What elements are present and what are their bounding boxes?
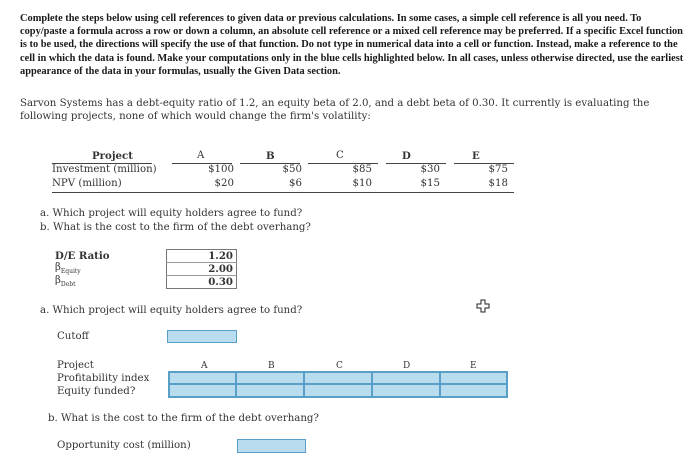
pi-cell-e[interactable] [440, 372, 507, 384]
investment-a: $100 [208, 164, 234, 175]
col-header-a: A [197, 150, 205, 161]
npv-d: $15 [420, 178, 440, 189]
part-a-col-a: A [201, 361, 208, 371]
col-header-b: B [266, 150, 275, 162]
funded-cell-d[interactable] [372, 384, 440, 397]
cutoff-label: Cutoff [57, 331, 89, 342]
funded-cell-b[interactable] [236, 384, 304, 397]
col-header-d: D [402, 150, 411, 162]
funded-cell-c[interactable] [304, 384, 372, 397]
part-a-col-e: E [470, 361, 477, 371]
opportunity-cost-input-cell[interactable] [237, 439, 306, 453]
move-cursor-icon [476, 298, 490, 312]
project-label: Project [57, 360, 94, 371]
funded-cell-a[interactable] [169, 384, 236, 397]
part-a-col-c: C [336, 361, 343, 371]
beta-debt-value[interactable]: 0.30 [208, 276, 233, 288]
part-a-col-b: B [268, 361, 275, 371]
profitability-index-label: Profitability index [57, 373, 150, 384]
cutoff-input-cell[interactable] [167, 330, 237, 343]
pi-cell-d[interactable] [372, 372, 440, 384]
question-a: a. Which project will equity holders agree to fund? [40, 208, 303, 219]
part-b-question: b. What is the cost to the firm of the debt overhang? [48, 413, 319, 424]
project-header: Project [92, 150, 133, 162]
npv-b: $6 [289, 178, 302, 189]
problem-intro: Sarvon Systems has a debt-equity ratio of 1.2, an equity beta of 2.0, and a debt beta of 0.30. It currently is evaluating the following projects, none of which would change the firm's volatility: [20, 98, 650, 122]
question-b: b. What is the cost to the firm of the debt overhang? [40, 222, 311, 233]
de-ratio-value[interactable]: 1.20 [208, 250, 233, 262]
col-header-e: E [472, 150, 480, 162]
pi-cell-c[interactable] [304, 372, 372, 384]
equity-funded-label: Equity funded? [57, 386, 136, 397]
part-a-col-d: D [403, 361, 411, 371]
investment-b: $50 [282, 164, 302, 175]
opportunity-cost-label: Opportunity cost (million) [57, 440, 191, 451]
de-ratio-label: D/E Ratio [55, 250, 110, 262]
row-label-investment: Investment (million) [52, 164, 157, 175]
beta-equity-value[interactable]: 2.00 [208, 263, 233, 275]
col-header-c: C [336, 150, 344, 161]
pi-cell-b[interactable] [236, 372, 304, 384]
npv-e: $18 [488, 178, 508, 189]
investment-c: $85 [352, 164, 372, 175]
beta-equity-label: $\beta_{Equity}$ [55, 262, 81, 276]
npv-c: $10 [352, 178, 372, 189]
investment-e: $75 [488, 164, 508, 175]
row-label-npv: NPV (million) [52, 178, 122, 189]
instructions: Complete the steps below using cell references to given data or previous calculations. In some cases, a simple cell reference is all you need. To copy/paste a formula across a row or down a column, an absolute cell reference or a mixed cell reference may be preferred. If a specific Excel function is to be used, the directions will specify the use of that function. Do not type in numerical data into a cell or function. Instead, make a reference to the cell in which the data is found. Make your computations only in the blue cells highlighted below. In all cases, unless otherwise directed, use the earliest appearance of the data in your formulas, usually the Given Data section. [20, 13, 684, 77]
funded-cell-e[interactable] [440, 384, 507, 397]
beta-debt-label: $\beta_{Debt}$ [55, 275, 76, 289]
investment-d: $30 [420, 164, 440, 175]
pi-cell-a[interactable] [169, 372, 236, 384]
npv-a: $20 [214, 178, 234, 189]
part-a-question: a. Which project will equity holders agree to fund? [40, 305, 303, 316]
